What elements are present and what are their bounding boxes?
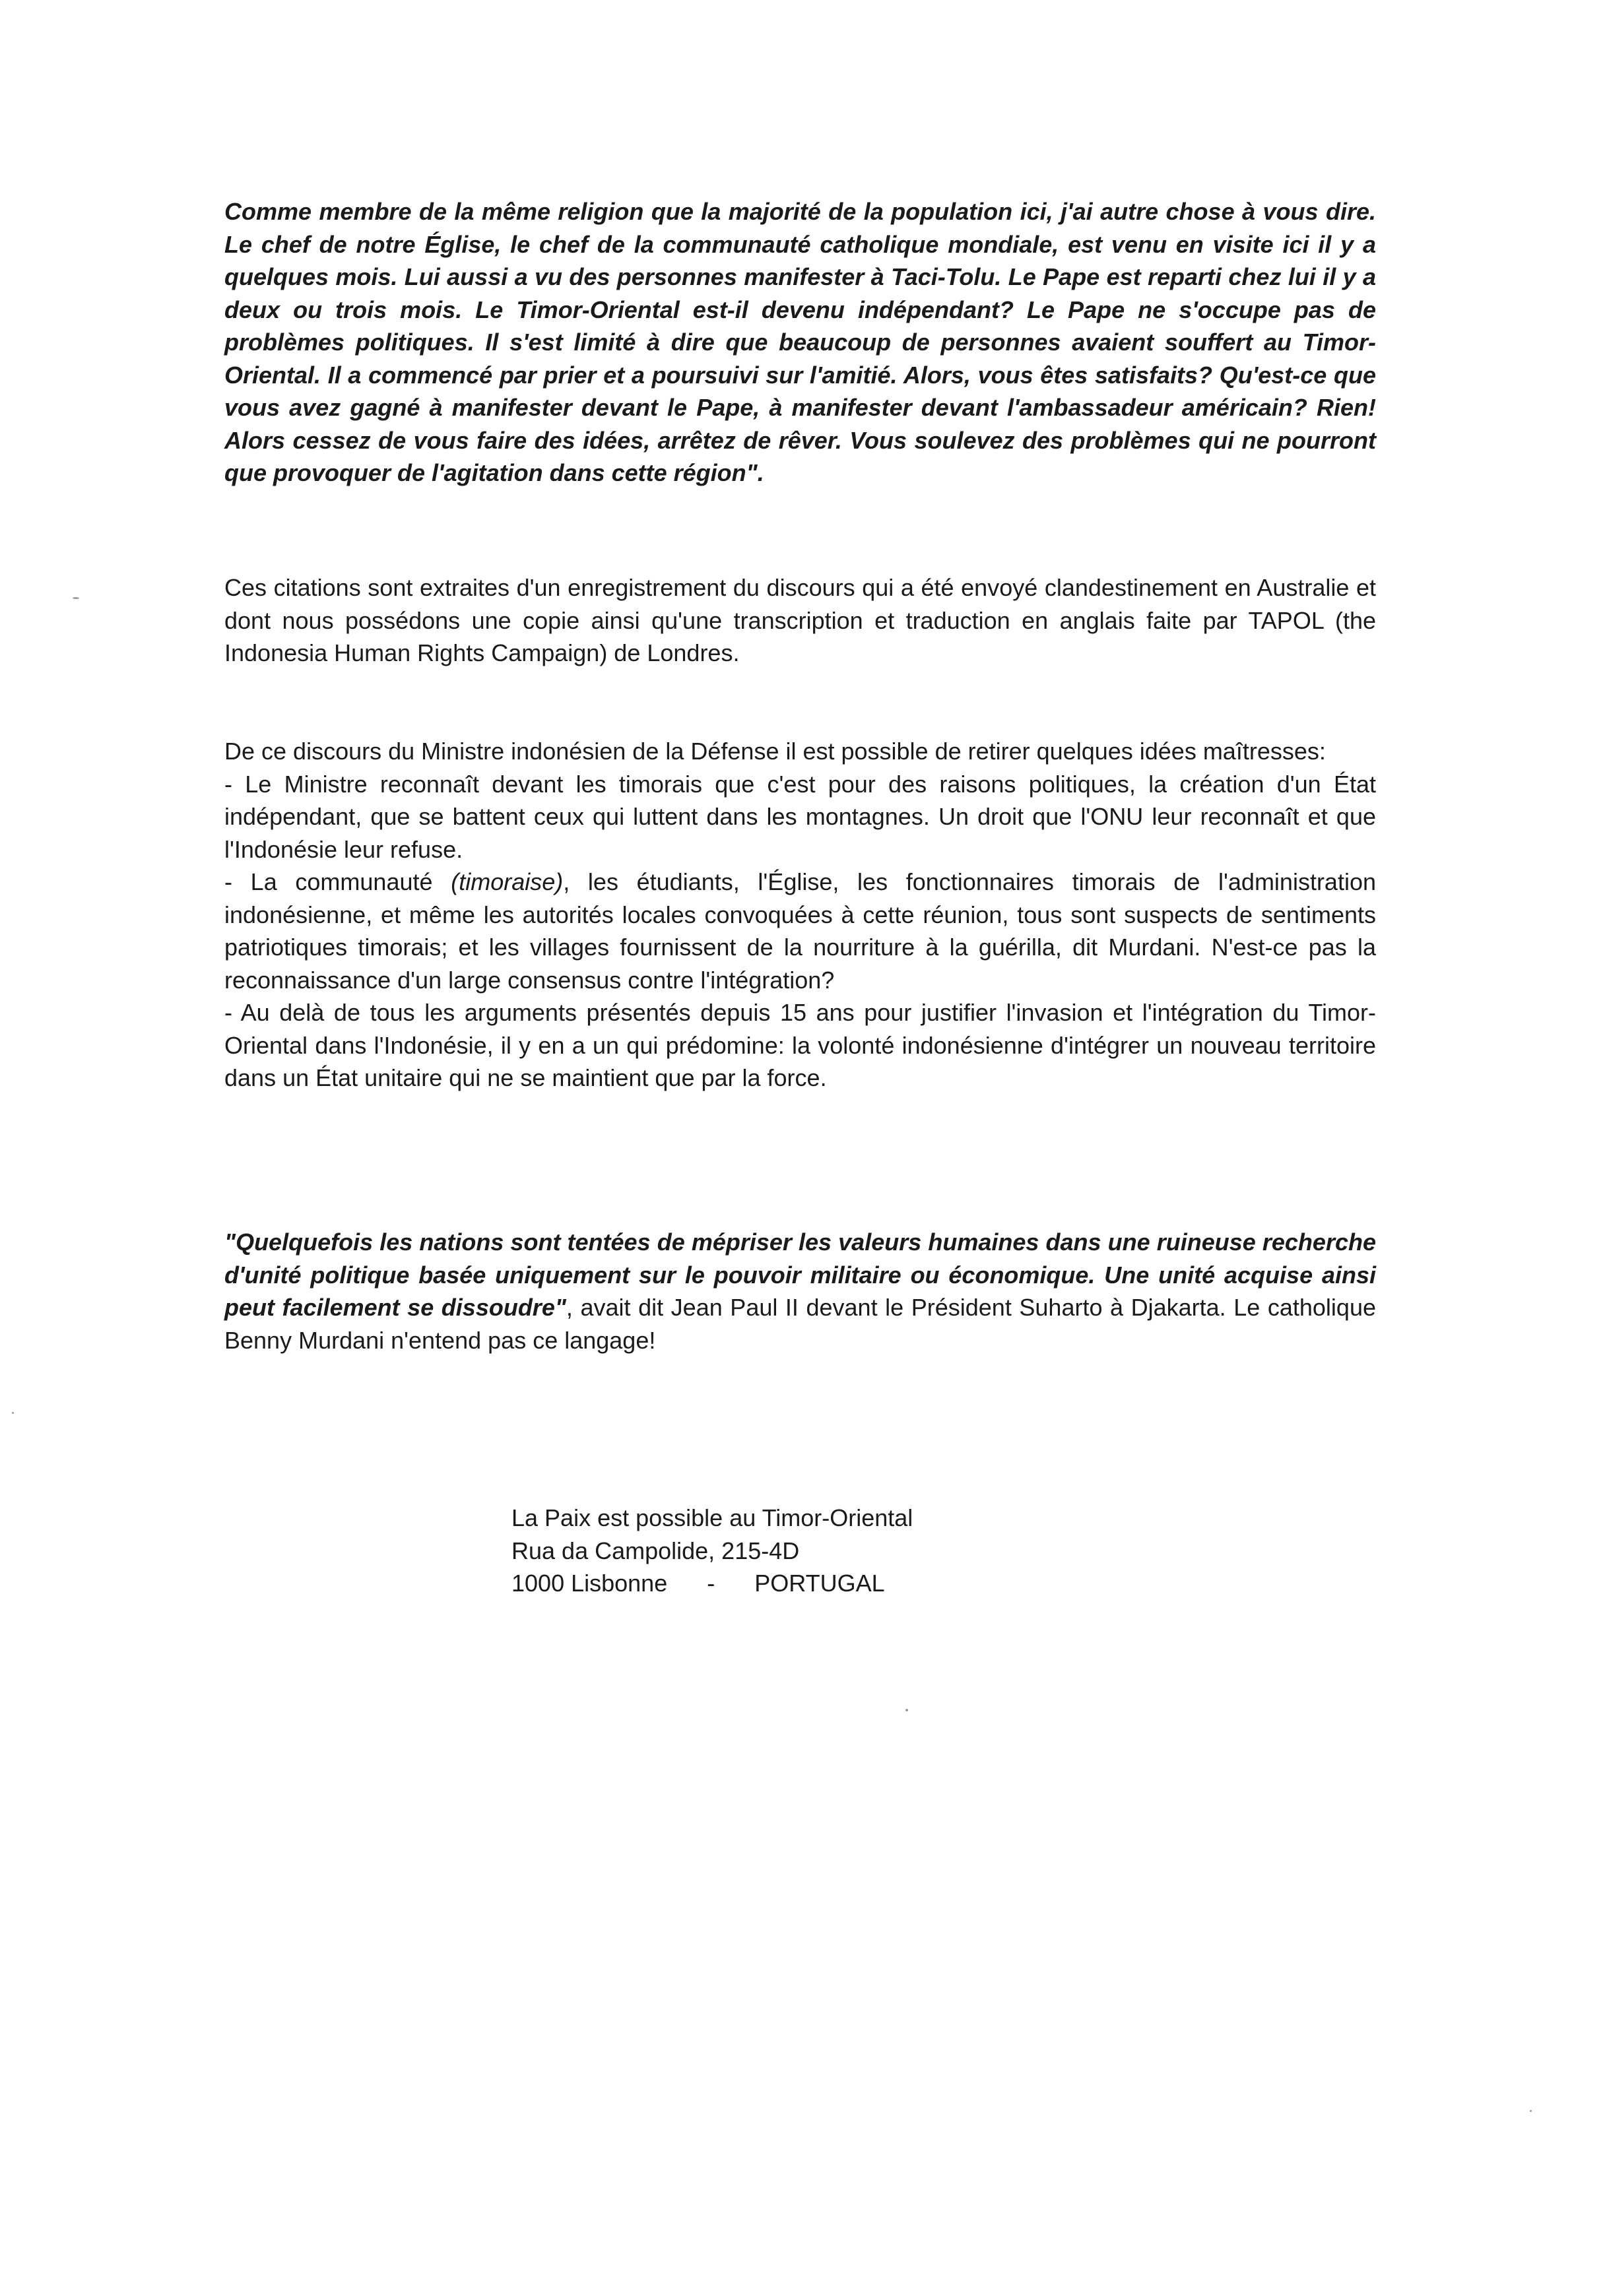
- city-country: 1000 Lisbonne - PORTUGAL: [511, 1570, 885, 1597]
- signature-address-block: [511, 1502, 913, 1600]
- main-ideas-section: [224, 735, 1376, 1095]
- scan-speck: [1530, 2110, 1532, 2112]
- main-idea-item: - Au delà de tous les arguments présentés depuis 15 ans pour justifier l'invasion et l'intégration du Timor-Oriental dans l'Indonésie, il y en a un qui prédomine: la volonté indonésienne d'intégrer un nouveau territoire dans un État unitaire qui ne se maintient que par la force.: [224, 999, 1376, 1091]
- scan-speck: [12, 1412, 14, 1414]
- organization-name: La Paix est possible au Timor-Oriental: [511, 1504, 913, 1531]
- closing-paragraph: [224, 1226, 1376, 1356]
- main-idea-item: [224, 866, 1376, 996]
- main-idea-item: - Le Ministre reconnaît devant les timorais que c'est pour des raisons politiques, la création d'un État indépendant, que se battent ceux qui luttent dans les montagnes. Un droit que l'ONU leur reconnaît et que l'Indonésie leur refuse.: [224, 770, 1376, 863]
- closing-text: , avait dit Jean Paul II devant le Président Suharto à Djakarta. Le catholique Benny Murdani n'entend pas ce langage!: [224, 1294, 1376, 1354]
- pope-quote: "Quelquefois les nations sont tentées de mépriser les valeurs humaines dans une ruineuse recherche d'unité politique basée uniquement sur le pouvoir militaire ou économique. Une unité acquise ainsi peut facilement se dissoudre": [224, 1228, 1376, 1321]
- main-ideas-intro: De ce discours du Ministre indonésien de la Défense il est possible de retirer quelques idées maîtresses:: [224, 738, 1326, 765]
- source-paragraph: Ces citations sont extraites d'un enregistrement du discours qui a été envoyé clandestinement en Australie et dont nous possédons une copie ainsi qu'une transcription et traduction en anglais faite par TAPOL (the Indonesia Human Rights Campaign) de Londres.: [224, 574, 1376, 666]
- quoted-speech-paragraph: Comme membre de la même religion que la majorité de la population ici, j'ai autre chose à vous dire. Le chef de notre Église, le chef de la communauté catholique mondiale, est venu en visite ici il y a quelques mois. Lui aussi a vu des personnes manifester à Taci-Tolu. Le Pape est reparti chez lui il y a deux ou trois mois. Le Timor-Oriental est-il devenu indépendant? Le Pape ne s'occupe pas de problèmes politiques. Il s'est limité à dire que beaucoup de personnes avaient souffert au Timor-Oriental. Il a commencé par prier et a poursuivi sur l'amitié. Alors, vous êtes satisfaits? Qu'est-ce que vous avez gagné à manifester devant le Pape, à manifester devant l'ambassadeur américain? Rien! Alors cessez de vous faire des idées, arrêtez de rêver. Vous soulevez des problèmes qui ne pourront que provoquer de l'agitation dans cette région".: [224, 198, 1376, 486]
- scan-speck: [905, 1709, 908, 1711]
- main-idea-text: , les étudiants, l'Église, les fonctionnaires timorais de l'administration indonésienne, et même les autorités locales convoquées à cette réunion, tous sont suspects de sentiments patriotiques timorais; et les villages fournissent de la nourriture à la guérilla, dit Murdani. N'est-ce pas la reconnaissance d'un large consensus contre l'intégration?: [224, 868, 1376, 994]
- scan-speck: [73, 597, 79, 599]
- street-address: Rua da Campolide, 215-4D: [511, 1537, 800, 1564]
- main-idea-italic-text: (timoraise): [451, 868, 564, 895]
- main-idea-text: - La communauté: [224, 868, 451, 895]
